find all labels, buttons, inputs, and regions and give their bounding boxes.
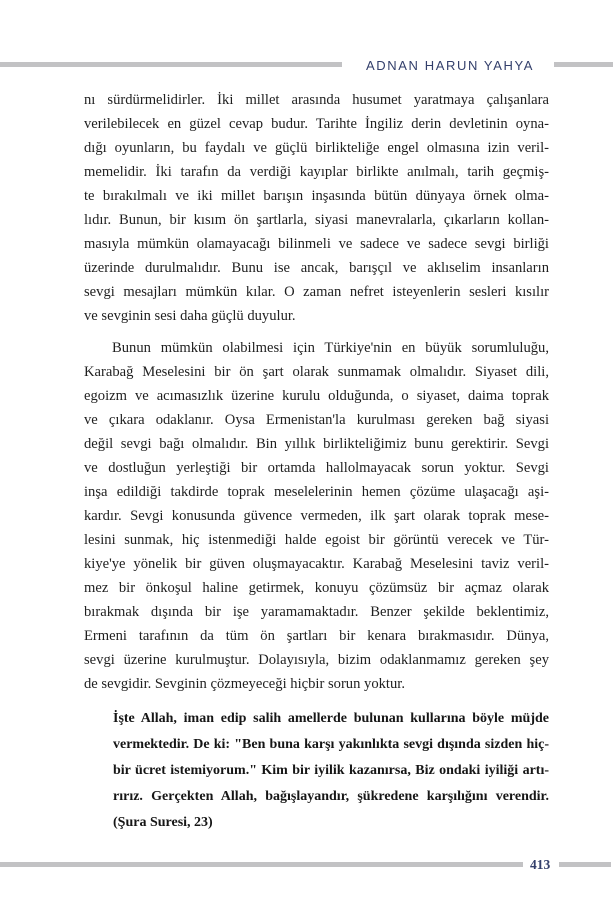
text-line: kardır. Sevgi konusunda güvence vermeden, ilk şart olarak toprak mese-: [84, 508, 549, 524]
text-line: verilebilecek en güzel cevap budur. Tarihte İngiliz derin devletinin oyna-: [84, 116, 549, 132]
header-rule-right: [554, 62, 613, 67]
text-line: lesini sunmak, hiç istenmediği halde egoist bir görüntü verecek ve Tür-: [84, 532, 549, 548]
text-line: bırakmak dışında bir işe yaramamaktadır. Benzer şekilde beklentimiz,: [84, 604, 549, 620]
text-line: te bırakılmalı ve iki millet barışın inşasında bütün dünyaya örnek olma-: [84, 188, 549, 204]
header-rule-left: [0, 62, 342, 67]
quran-verse-quote: [113, 706, 549, 836]
text-line: masıyla mümkün olamayacağı bilinmeli ve sadece ve sadece sevgi birliği: [84, 236, 549, 252]
text-line: değil sevgi bağı olmalıdır. Bin yıllık birlikteliğimiz bunu gerektirir. Sevgi: [84, 436, 549, 452]
text-line: ve çıkara odaklanır. Oysa Ermenistan'la kurulması gereken bağ siyasi: [84, 412, 549, 428]
text-line: kiye'ye yönelik bir güven oluşmayacaktır. Karabağ Meselesini taviz veril-: [84, 556, 549, 572]
page-number: 413: [530, 857, 551, 872]
running-head-author: ADNAN HARUN YAHYA: [366, 57, 535, 73]
text-line: ve sevginin sesi daha güçlü duyulur.: [84, 308, 296, 324]
quote-line: vermektedir. De ki: "Ben buna karşı yakınlıkta sevgi dışında sizden hiç-: [113, 737, 549, 752]
text-line: Karabağ Meselesini bir ön şart olarak sunmamak olmalıdır. Siyaset dili,: [84, 364, 549, 380]
text-line: dığı oyunların, bu faydalı ve güçlü birlikteliğe engel olmasına izin veril-: [84, 140, 549, 156]
paragraph-1: [84, 88, 549, 328]
page-footer: [0, 856, 616, 872]
quote-source: (Şura Suresi, 23): [113, 815, 213, 830]
text-line: Bunun mümkün olabilmesi için Türkiye'nin en büyük sorumluluğu,: [112, 340, 549, 356]
text-line: üzerinde durulmalıdır. Bunu ise ancak, barışçıl ve aklıselim insanların: [84, 260, 549, 276]
text-line: mez bir önkoşul haline getirmek, konuyu çözümsüz bir açmaz olarak: [84, 580, 549, 596]
paragraph-2: [84, 336, 549, 696]
quote-line: rırız. Gerçekten Allah, bağışlayandır, şükredene karşılığını verendir.: [113, 789, 549, 804]
footer-rule-left: [0, 862, 523, 867]
text-line: Ermeni tarafının da tüm ön şartları bir kenara bırakmasıdır. Dünya,: [84, 628, 549, 644]
footer-rule-right: [559, 862, 611, 867]
text-line: nı sürdürmelidirler. İki millet arasında husumet yaratmaya çalışanlara: [84, 92, 549, 108]
quote-line: bir ücret istemiyorum." Kim bir iyilik kazanırsa, Biz ondaki iyiliği artı-: [113, 763, 549, 778]
text-line: ve dostluğun yerleştiği bir ortamda hallolmayacak sorun yoktur. Sevgi: [84, 460, 549, 476]
text-line: sevgi mesajları mümkün kılar. O zaman nefret isteyenlerin sesleri kısılır: [84, 284, 549, 300]
page-body: [84, 88, 549, 836]
text-line: lıdır. Bunun, bir kısım ön şartlarla, siyasi manevralarla, çıkarların kollan-: [84, 212, 549, 228]
text-line: inşa edildiği takdirde toprak meselelerinin hemen çözüme ulaşacağı aşi-: [84, 484, 549, 500]
quote-line: İşte Allah, iman edip salih amellerde bulunan kullarına böyle müjde: [113, 711, 549, 726]
text-line: sevgi üzerine kurulmuştur. Dolayısıyla, bizim odaklanmamız gereken şey: [84, 652, 549, 668]
text-line: de sevgidir. Sevginin çözmeyeceği hiçbir sorun yoktur.: [84, 676, 405, 692]
text-line: memelidir. İki tarafın da verdiği kayıplar birlikte anılmalı, tarih geçmiş-: [84, 164, 549, 180]
text-line: egoizm ve acımasızlık üzerine kurulu olduğunda, o siyaset, daima toprak: [84, 388, 549, 404]
page-header: [0, 56, 616, 72]
